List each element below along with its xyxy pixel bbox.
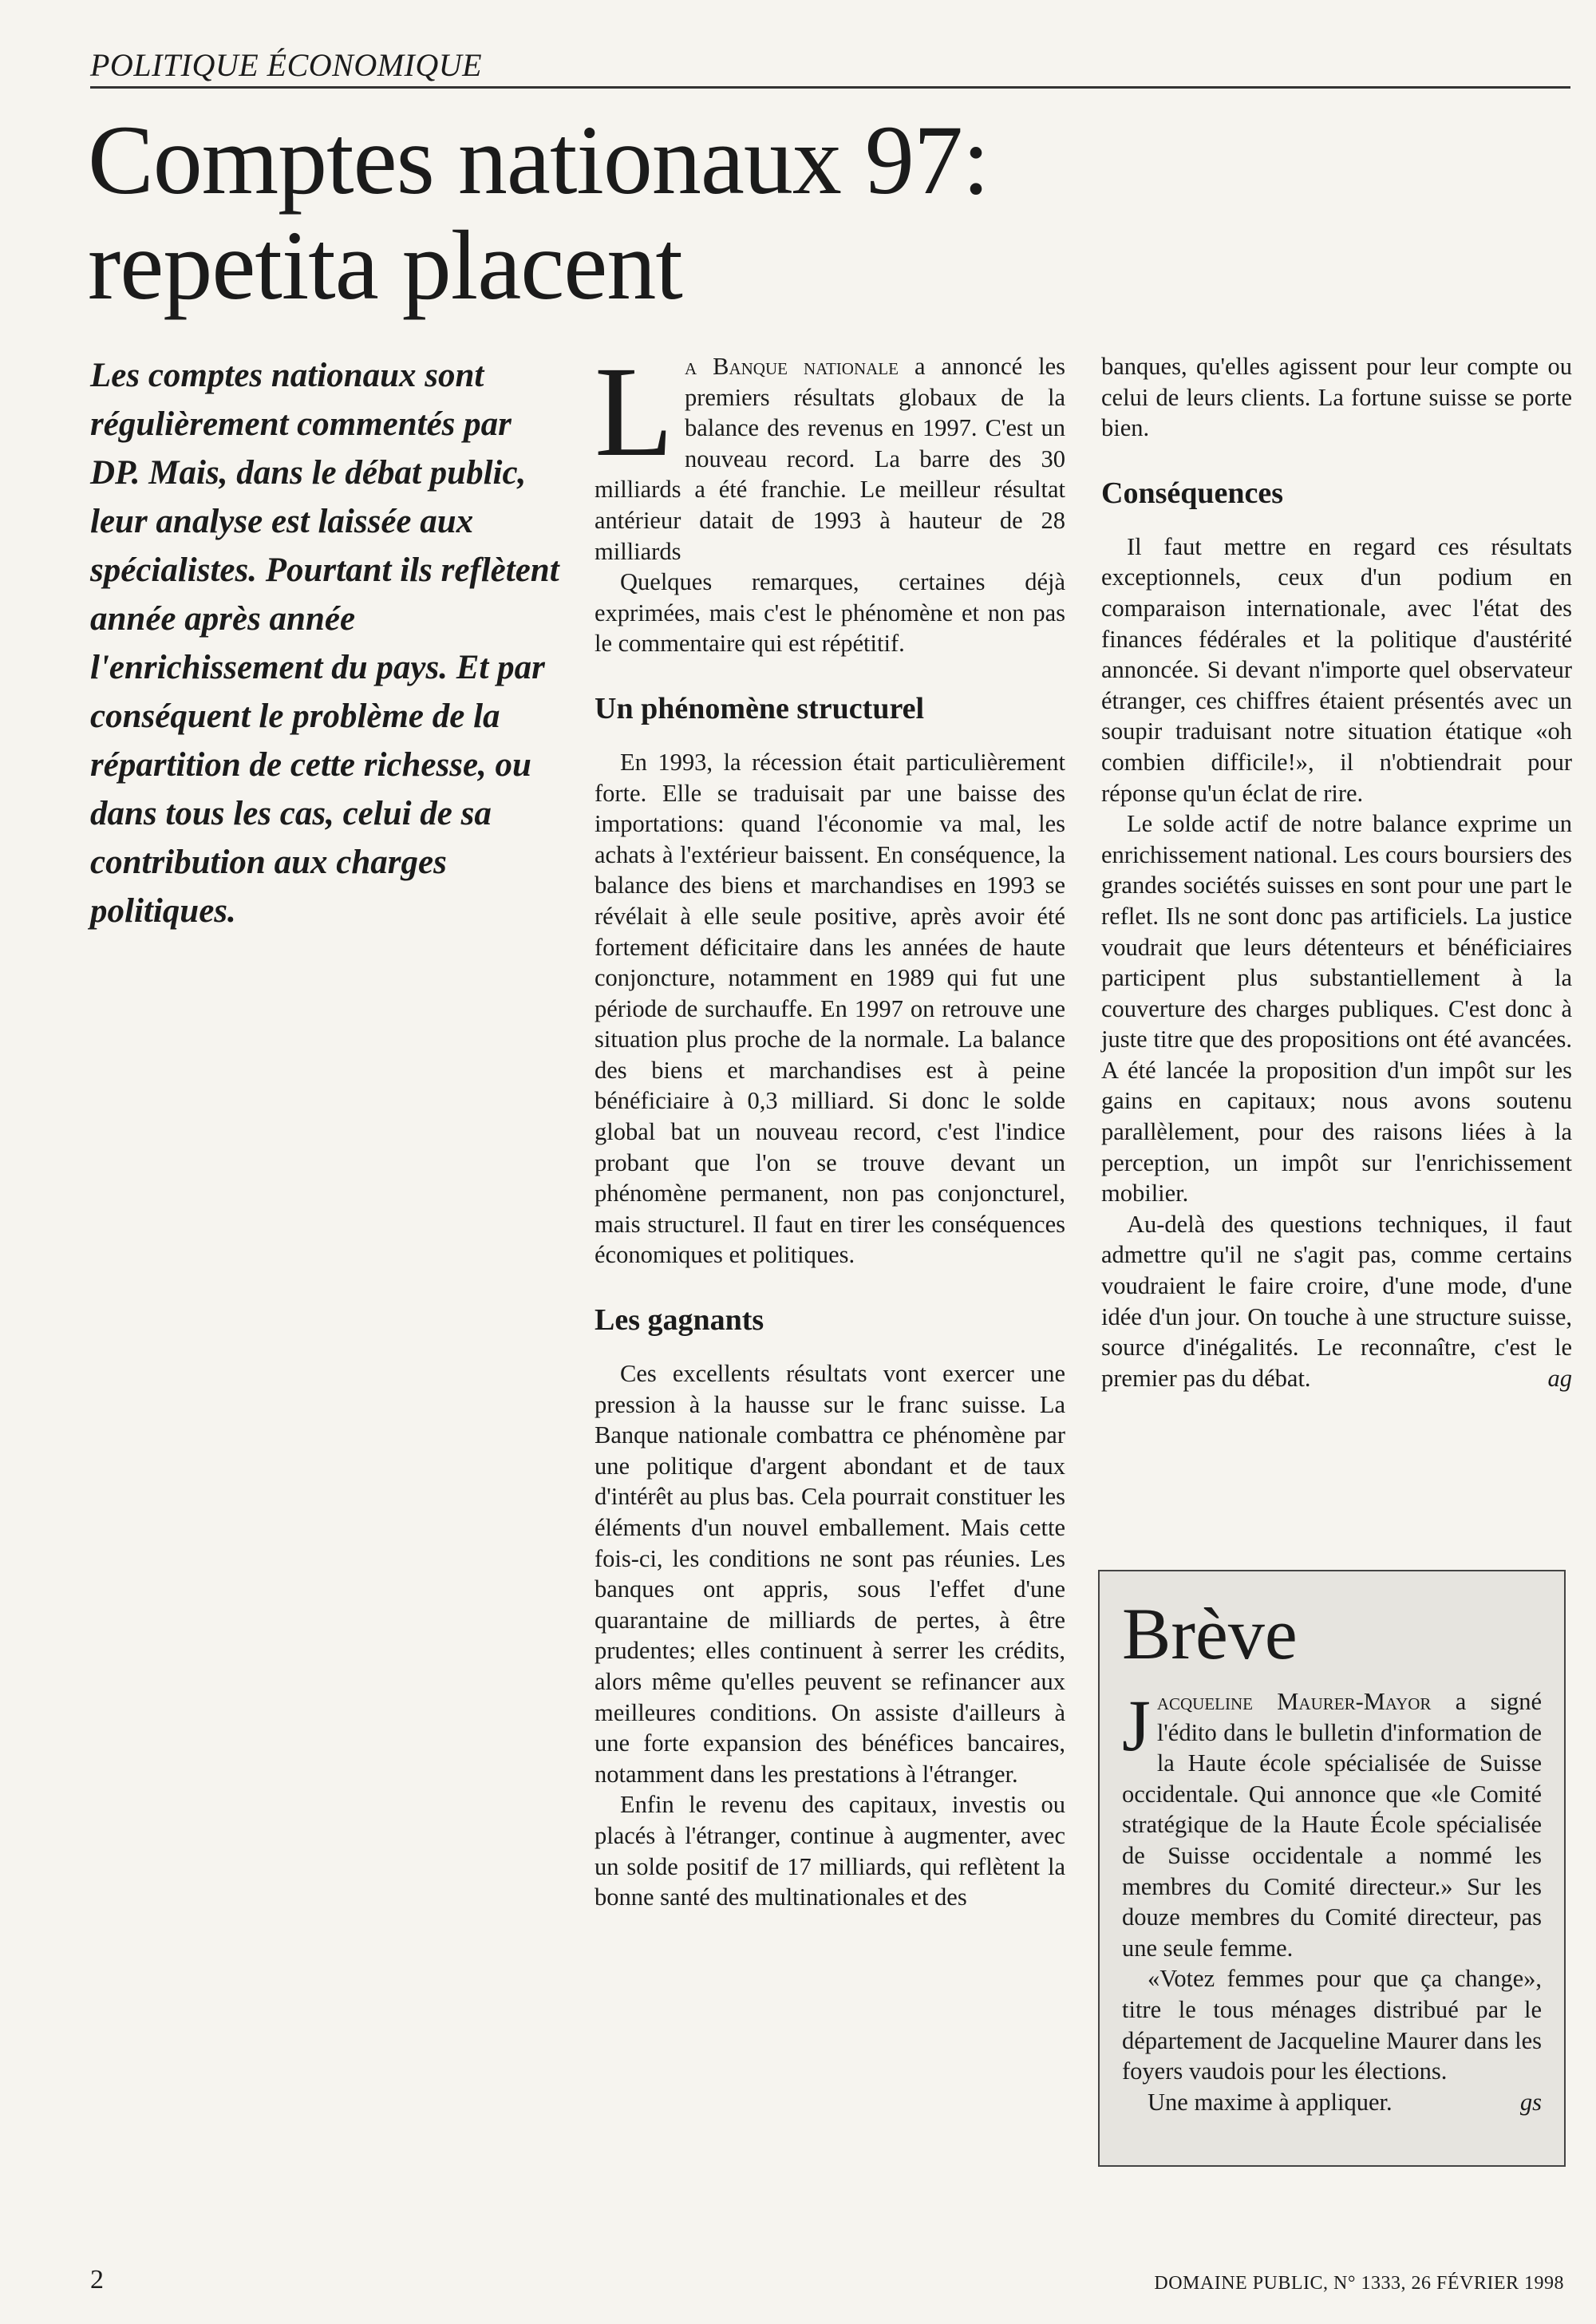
subheading-gagnants: Les gagnants	[595, 1303, 764, 1338]
breve-paragraph: «Votez femmes pour que ça change», titre le tous ménages distribué par le département de Jacqueline Maurer dans les foyers vaudois pour les élections.	[1122, 1965, 1542, 2085]
headline-line-1: Comptes nationaux 97:	[88, 105, 990, 215]
headline-line-2: repetita placent	[88, 211, 682, 320]
breve-title: Brève	[1122, 1593, 1298, 1674]
breve-intro-text: a signé l'édito dans le bulletin d'information de la Haute école spécialisée de Suisse occidentale. Qui annonce que «le Comité stratégique de la Haute École spécialisée de Suisse occidentale a nommé les membres du Comité directeur.» Sur les douze membres du Comité directeur, pas une seule femme.	[1122, 1688, 1543, 1962]
breve-paragraph-text: Une maxime à appliquer.	[1148, 2088, 1393, 2116]
article-paragraph-continued: banques, qu'elles agissent pour leur compte ou celui de leurs clients. La fortune suisse se porte bien.	[1101, 353, 1572, 442]
breve-paragraph	[1122, 2087, 1542, 2118]
article-paragraph: Quelques remarques, certaines déjà exprimées, mais c'est le phénomène et non pas le commentaire qui est répétitif.	[595, 568, 1065, 658]
breve-box	[1098, 1570, 1566, 2167]
breve-dropcap: J	[1122, 1685, 1151, 1766]
publication-footer: DOMAINE PUBLIC, N° 1333, 26 FÉVRIER 1998	[1154, 2273, 1564, 2294]
article-paragraph-text: Au-delà des questions techniques, il faut admettre qu'il ne s'agit pas, comme certains voudraient le faire croire, d'une mode, d'une idée d'un jour. On touche à une structure suisse, source d'inégalités. Le reconnaître, c'est le premier pas du débat.	[1101, 1210, 1572, 1392]
article-paragraph	[1101, 1209, 1572, 1394]
breve-signature: gs	[1519, 2088, 1542, 2116]
section-rubric: POLITIQUE ÉCONOMIQUE	[90, 47, 483, 83]
subheading-structurel: Un phénomène structurel	[595, 691, 925, 725]
breve-intro-smallcaps: acqueline Maurer-Mayor	[1156, 1688, 1432, 1715]
subheading-consequences: Conséquences	[1101, 476, 1284, 510]
article-dropcap: L	[595, 341, 674, 484]
article-intro-text: a annoncé les premiers résultats globaux de la balance des revenus en 1997. C'est un nouveau record. La barre des 30 milliards a été franchie. Le meilleur résultat antérieur datait de 1993 à hauteur de 28 milliards	[595, 353, 1065, 565]
rubric-rule	[90, 86, 1570, 89]
article-paragraph: Il faut mettre en regard ces résultats exceptionnels, ceux d'un podium en comparaison internationale, avec l'état des finances fédérales et la politique d'austérité annoncée. Si devant n'importe quel observateur étranger, ces chiffres étaient présentés avec un soupir traduisant notre situation étatique «oh combien difficile!», il n'obtiendrait pour réponse qu'un éclat de rire.	[1101, 532, 1572, 807]
article-paragraph: Le solde actif de notre balance exprime un enrichissement national. Les cours boursiers des grandes sociétés suisses en sont pour une part le reflet. Ils ne sont donc pas artificiels. La justice voudrait que leurs détenteurs et bénéficiaires participent plus substantiellement à la couverture des charges publiques. C'est donc à juste titre que des propositions ont été avancées. A été lancée la proposition d'un impôt sur les gains en capitaux; nous avons soutenu parallèlement, pour des raisons liées à la perception, un impôt sur l'enrichissement mobilier.	[1101, 810, 1572, 1207]
article-paragraph: Ces excellents résultats vont exercer une pression à la hausse sur le franc suisse. La Banque nationale combattra ce phénomène par une politique d'argent abondant et de taux d'intérêt au plus bas. Cela pourrait constituer les éléments d'un nouvel emballement. Mais cette fois-ci, les conditions ne sont pas réunies. Les banques ont appris, sous l'effet d'une quarantaine de milliards de pertes, à être prudentes; elles continuent à serrer les crédits, alors même qu'elles peuvent se refinancer aux meilleures conditions. On assiste d'ailleurs à une forte expansion des bénéfices bancaires, notamment dans les prestations à l'étranger.	[595, 1360, 1065, 1788]
breve-intro	[1122, 1686, 1542, 1963]
article-paragraph: Enfin le revenu des capitaux, investis ou placés à l'étranger, continue à augmenter, avec un solde positif de 17 milliards, qui reflètent la bonne santé des multinationales et des	[595, 1791, 1065, 1911]
article-signature: ag	[1547, 1364, 1572, 1392]
article-paragraph: En 1993, la récession était particulièrement forte. Elle se traduisait par une baisse des importations: quand l'économie va mal, les achats à l'extérieur baissent. En conséquence, la balance des biens et marchandises en 1993 se révélait à elle seule positive, après avoir été fortement déficitaire dans les années de haute conjoncture, notamment en 1989 qui fut une période de surchauffe. En 1997 on retrouve une situation plus proche de la normale. La balance des biens et marchandises est à peine bénéficiaire à 0,3 milliard. Si donc le solde global bat un nouveau record, c'est l'indice probant que l'on se trouve devant un phénomène permanent, non pas conjoncturel, mais structurel. Il faut en tirer les conséquences économiques et politiques.	[595, 748, 1065, 1269]
lede: Les comptes nationaux sont régulièrement commentés par DP. Mais, dans le débat public, leur analyse est laissée aux spécialistes. Pourtant ils reflètent année après année l'enrichissement du pays. Et par conséquent le problème de la répartition de cette richesse, ou dans tous les cas, celui de sa contribution aux charges politiques.	[90, 357, 559, 930]
article-intro-smallcaps: a Banque nationale	[684, 353, 899, 380]
page-number: 2	[90, 2265, 104, 2294]
article-column-2	[595, 341, 1065, 1913]
article-intro	[595, 341, 1065, 567]
headline	[88, 105, 1125, 320]
article-column-3	[1101, 351, 1572, 1393]
